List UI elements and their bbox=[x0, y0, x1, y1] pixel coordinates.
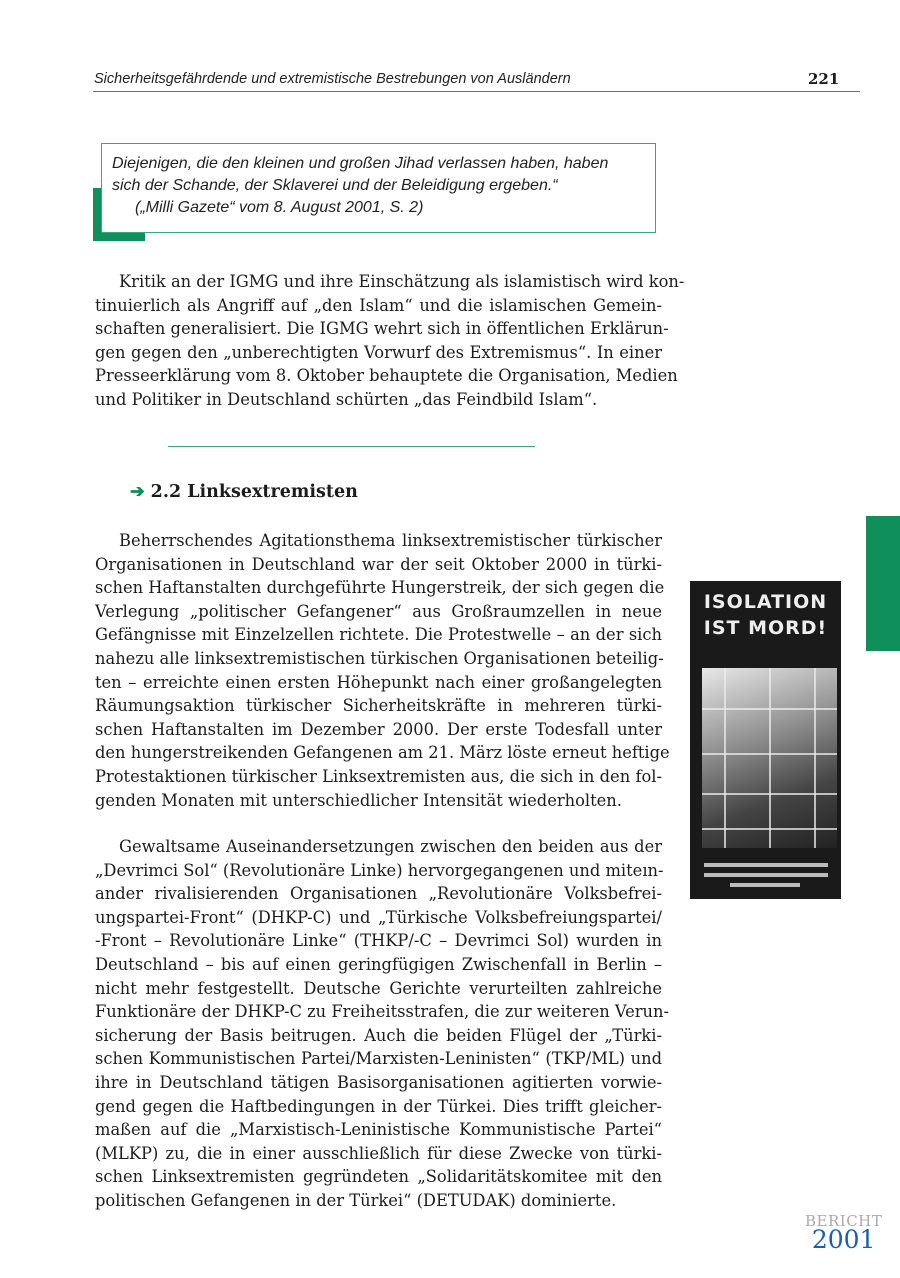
text-line: schen Haftanstalten durchgeführte Hungerstreik, der sich gegen die bbox=[95, 578, 665, 598]
text-line: und Politiker in Deutschland schürten „das Feindbild Islam“. bbox=[95, 390, 598, 409]
text-line: ander rivalisierenden Organisationen „Revolutionäre Volksbefrei- bbox=[95, 884, 662, 904]
text-line: ten – erreichte einen ersten Höhepunkt nach einer großangelegten bbox=[95, 672, 662, 692]
text-line: schaften generalisiert. Die IGMG wehrt sich in öffentlichen Erklärun- bbox=[95, 319, 669, 339]
text-line: Verlegung „politischer Gefangener“ aus Großraumzellen in neue bbox=[95, 601, 662, 621]
text-line: ihre in Deutschland tätigen Basisorganisationen agitierten vorwie- bbox=[95, 1073, 662, 1092]
text-line: schen Haftanstalten im Dezember 2000. Der erste Todesfall unter bbox=[95, 719, 662, 739]
text-line: Beherrschendes Agitationsthema linksextremistischer türkischer bbox=[119, 531, 662, 550]
text-line: maßen auf die „Marxistisch-Leninistische Kommunistische Partei“ bbox=[95, 1120, 662, 1140]
text-line: Kritik an der IGMG und ihre Einschätzung als islamistisch wird kon- bbox=[119, 272, 685, 291]
text-line: „Devrimci Sol“ (Revolutionäre Linke) hervorgegangenen und miteın- bbox=[95, 860, 664, 880]
text-line: ungspartei-Front“ (DHKP-C) und „Türkische Volksbefreiungspartei/ bbox=[95, 907, 662, 927]
text-line: politischen Gefangenen in der Türkei“ (DETUDAK) dominierte. bbox=[95, 1191, 617, 1210]
text-line: -Front – Revolutionäre Linke“ (THKP/-C – Devrimci Sol) wurden in bbox=[95, 931, 662, 951]
text-line: Gefängnisse mit Einzelzellen richtete. Die Protestwelle – an der sich bbox=[95, 625, 662, 645]
quote-line: sich der Schande, der Sklaverei und der Beleidigung ergeben.“ bbox=[112, 177, 558, 194]
header-rule bbox=[93, 91, 860, 92]
text-line: nahezu alle linksextremistischen türkischen Organisationen beteilig- bbox=[95, 649, 664, 668]
page-number: 221 bbox=[808, 70, 840, 88]
text-line: Gewaltsame Auseinandersetzungen zwischen den beiden aus der bbox=[119, 837, 662, 856]
poster-caption bbox=[704, 863, 828, 867]
text-line: Deutschland – bis auf einen geringfügigen Zwischenfall in Berlin – bbox=[95, 955, 662, 974]
arrow-icon: ➔ bbox=[130, 482, 145, 502]
poster-image bbox=[690, 581, 841, 899]
text-line: gend gegen die Haftbedingungen in der Türkei. Dies trifft gleicher- bbox=[95, 1096, 662, 1116]
running-header: Sicherheitsgefährdende und extremistische Bestrebungen von Ausländern bbox=[94, 71, 571, 87]
text-line: sicherung der Basis beitrugen. Auch die beiden Flügel der „Türki- bbox=[95, 1025, 662, 1045]
text-line: Organisationen in Deutschland war der seit Oktober 2000 in türki- bbox=[95, 554, 662, 574]
text-line: nicht mehr festgestellt. Deutsche Gerichte verurteilten zahlreiche bbox=[95, 978, 662, 998]
text-line: schen Kommunistischen Partei/Marxisten-Leninisten“ (TKP/ML) und bbox=[95, 1049, 662, 1069]
text-line: schen Linksextremisten gegründeten „Solidaritätskomitee mit den bbox=[95, 1167, 662, 1187]
text-line: gen gegen den „unberechtigten Vorwurf des Extremismus“. In einer bbox=[95, 342, 662, 362]
quote-source: („Milli Gazete“ vom 8. August 2001, S. 2) bbox=[135, 199, 424, 216]
poster-title: ISOLATION IST MORD! bbox=[703, 591, 828, 639]
text-line: tinuierlich als Angriff auf „den Islam“ und die islamischen Gemein- bbox=[95, 295, 662, 315]
quote-box bbox=[101, 143, 656, 233]
text-line: (MLKP) zu, die in einer ausschließlich für diese Zwecke von türki- bbox=[95, 1143, 662, 1163]
poster-bars-photo bbox=[702, 668, 837, 848]
bericht-logo: BERICHT 2001 bbox=[805, 1212, 883, 1254]
quote-line: Diejenigen, die den kleinen und großen Jihad verlassen haben, haben bbox=[112, 155, 609, 172]
text-line: Räumungsaktion türkischer Sicherheitskräfte in mehreren türki- bbox=[95, 696, 662, 716]
section-title: 2.2 Linksextremisten bbox=[150, 482, 358, 502]
chapter-tab bbox=[866, 516, 900, 651]
text-line: Protestaktionen türkischer Linksextremisten aus, die sich in den fol- bbox=[95, 767, 662, 786]
text-line: Funktionäre der DHKP-C zu Freiheitsstrafen, die zur weiteren Verun- bbox=[95, 1002, 670, 1022]
section-heading bbox=[130, 482, 358, 502]
text-line: genden Monaten mit unterschiedlicher Intensität wiederholten. bbox=[95, 790, 622, 810]
text-line: den hungerstreikenden Gefangenen am 21. März löste erneut heftige bbox=[95, 743, 670, 763]
section-divider bbox=[168, 446, 535, 447]
text-line: Presseerklärung vom 8. Oktober behauptete die Organisation, Medien bbox=[95, 366, 678, 386]
